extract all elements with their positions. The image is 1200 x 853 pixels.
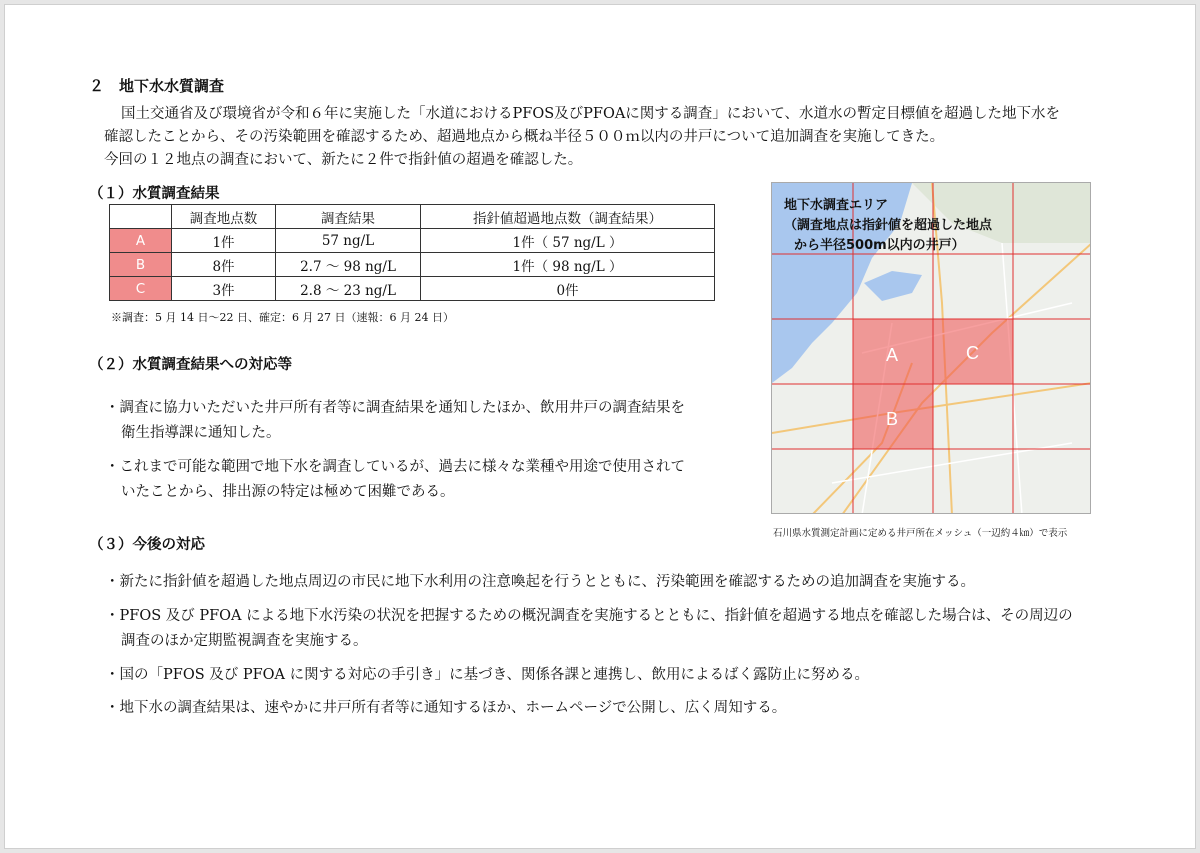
- bullet-line: ・国の「PFOS 及び PFOA に関する対応の手引き」に基づき、関係各課と連携し、飲用によるばく露防止に努める。: [105, 667, 870, 683]
- intro-line-1: 国土交通省及び環境省が令和６年に実施した「水道におけるPFOS及びPFOAに関する調査」において、水道水の暫定目標値を超過した地下水を: [121, 106, 1061, 122]
- map-label-b: B: [886, 409, 899, 429]
- table-cell: 2.8 ～ 23 ng/L: [276, 277, 421, 301]
- table-cell: 57 ng/L: [276, 229, 421, 253]
- table-cell: 1件（ 57 ng/L ）: [421, 229, 715, 253]
- area-label: B: [110, 253, 172, 277]
- table-cell: 1件（ 98 ng/L ）: [421, 253, 715, 277]
- subsection-3-title: （３）今後の対応: [89, 537, 205, 553]
- bullet-line: 調査のほか定期監視調査を実施する。: [121, 633, 368, 649]
- bullet-line: 衛生指導課に通知した。: [121, 425, 281, 441]
- bullet-line: ・これまで可能な範囲で地下水を調査しているが、過去に様々な業種や用途で使用されて: [105, 459, 685, 475]
- table-header-row: [110, 205, 715, 229]
- table-row: [110, 253, 715, 277]
- header-area: エリア: [110, 205, 172, 229]
- area-label: C: [110, 277, 172, 301]
- table-row: [110, 277, 715, 301]
- bullet-line: ・調査に協力いただいた井戸所有者等に調査結果を通知したほか、飲用井戸の調査結果を: [105, 400, 685, 416]
- list-item: [105, 663, 869, 688]
- list-item: [105, 604, 1073, 654]
- map-label-c: C: [966, 343, 979, 363]
- bullet-line: ・地下水の調査結果は、速やかに井戸所有者等に通知するほか、ホームページで公開し、広く周知する。: [105, 700, 787, 716]
- section-title: ２ 地下水水質調査: [89, 77, 225, 95]
- header-points: 調査地点数: [172, 205, 276, 229]
- table-cell: 2.7 ～ 98 ng/L: [276, 253, 421, 277]
- intro-line-2: 確認したことから、その汚染範囲を確認するため、超過地点から概ね半径５００ｍ以内の井戸について追加調査を実施してきた。: [104, 129, 945, 145]
- bullet-line: ・PFOS 及び PFOA による地下水汚染の状況を把握するための概況調査を実施するとともに、指針値を超過する地点を確認した場合は、その周辺の: [105, 608, 1073, 624]
- list-item: [105, 455, 685, 505]
- map-graphic: [772, 183, 1091, 514]
- bullet-line: ・新たに指針値を超過した地点周辺の市民に地下水利用の注意喚起を行うとともに、汚染範囲を確認するための追加調査を実施する。: [105, 574, 975, 590]
- table-cell: 3件: [172, 277, 276, 301]
- list-item: [105, 696, 786, 721]
- table-cell: 1件: [172, 229, 276, 253]
- map-title-line-2: （調査地点は指針値を超過した地点: [784, 218, 993, 233]
- subsection-2-title: （２）水質調査結果への対応等: [89, 357, 292, 373]
- table-note: ※調査：5 月 14 日～22 日、確定：6 月 27 日（速報：6 月 24 日）: [111, 311, 454, 324]
- area-label: A: [110, 229, 172, 253]
- table-row: [110, 229, 715, 253]
- table-cell: 8件: [172, 253, 276, 277]
- list-item: [105, 396, 685, 446]
- list-item: [105, 570, 975, 595]
- map-title-line-3: から半径500m以内の井戸）: [794, 238, 965, 253]
- results-table: [109, 204, 715, 301]
- bullet-line: いたことから、排出源の特定は極めて困難である。: [121, 484, 455, 500]
- header-exceed: 指針値超過地点数（調査結果）: [421, 205, 715, 229]
- map-caption: 石川県水質測定計画に定める井戸所在メッシュ（一辺約４㎞）で表示: [773, 528, 1068, 539]
- survey-area-map: [771, 182, 1091, 514]
- header-result: 調査結果: [276, 205, 421, 229]
- map-label-a: A: [886, 345, 899, 365]
- intro-line-3: 今回の１２地点の調査において、新たに２件で指針値の超過を確認した。: [104, 152, 583, 168]
- subsection-1-title: （１）水質調査結果: [89, 186, 220, 202]
- document-page: [4, 4, 1196, 849]
- table-cell: 0件: [421, 277, 715, 301]
- map-title-line-1: 地下水調査エリア: [784, 198, 889, 213]
